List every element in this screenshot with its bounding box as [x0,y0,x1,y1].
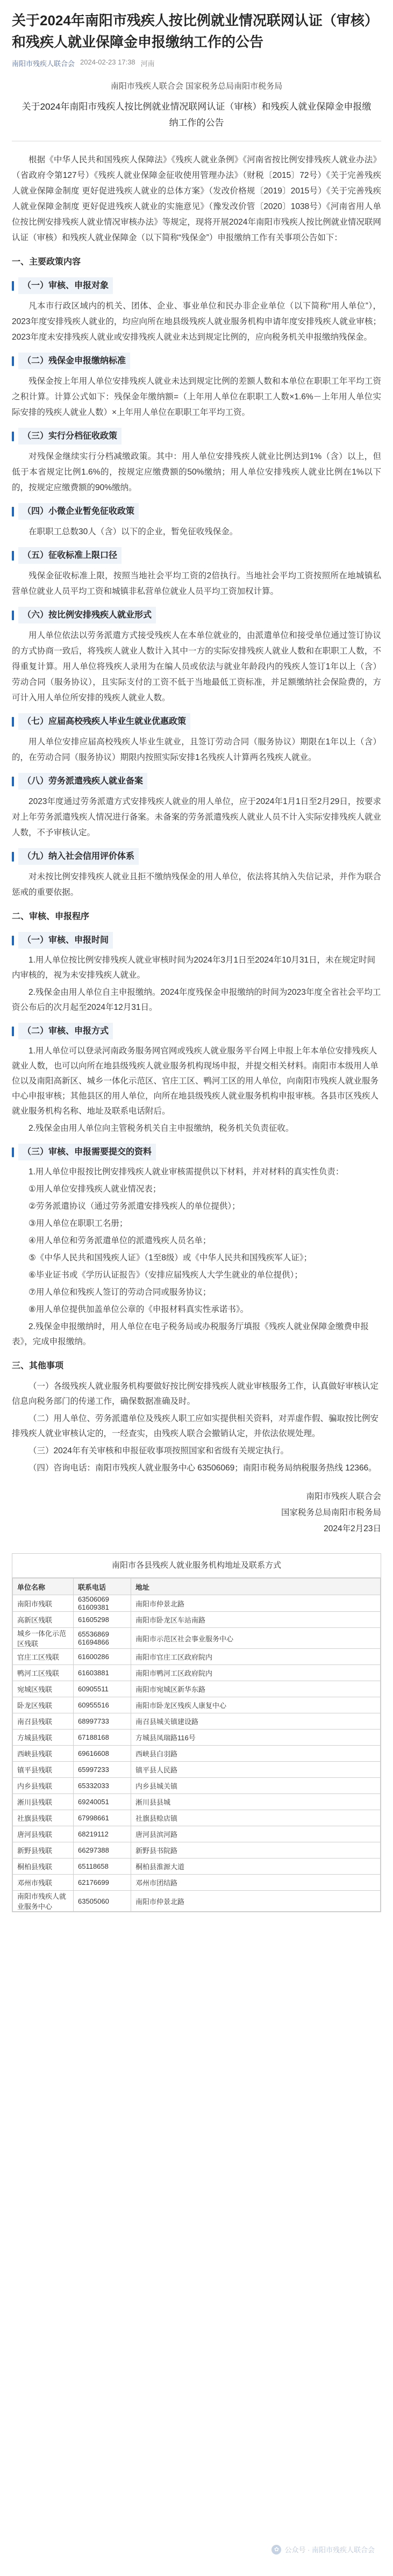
cell-address: 南阳市官庄工区政府院内 [131,1649,381,1665]
cell-address: 镇平县人民路 [131,1762,381,1778]
cell-unit: 南阳市残联 [13,1595,74,1612]
policy-subheading-label: （一）审核、申报对象 [18,277,113,294]
subheading-accent-bar [12,281,14,291]
procedure-item: ⑧用人单位提供加盖单位公章的《申报材料真实性承诺书》。 [28,1305,249,1314]
table-row [13,1628,381,1649]
cell-address: 南阳市卧龙区车站南路 [131,1612,381,1628]
cell-phone[interactable]: 65536869 61694866 [74,1628,131,1649]
cell-address: 南阳市宛城区新华东路 [131,1681,381,1697]
table-row [13,1891,381,1912]
table-row [13,1649,381,1665]
policy-subheading-label: （八）劳务派遣残疾人就业备案 [18,773,147,790]
cell-phone[interactable]: 62176699 [74,1875,131,1891]
signature-org-disabled-federation: 南阳市残疾人联合会 [306,1492,381,1501]
cell-phone[interactable]: 60955516 [74,1697,131,1713]
procedure-items [12,953,381,1015]
table-row [13,1612,381,1628]
subheading-accent-bar [12,777,14,786]
publish-date: 2024-02-23 17:38 [80,58,135,66]
cell-unit: 社旗县残联 [13,1810,74,1826]
intro-paragraph: 根据《中华人民共和国残疾人保障法》《残疾人就业条例》《河南省按比例安排残疾人就业办法》（省政府令第127号）《残疾人就业保障金征收使用管理办法》（财税〔2015〕72号）《关于完善残疾人就业保障金制度 更好促进残疾人就业的总体方案》（发改价格规〔2019〕2015号）《关于完善残疾人就业保障金制度 更好促进残疾人就业的实施意见》（豫发改价管〔2020〕1038号）《河南省用人单位按比例安排残疾人就业情况审核办法》等规定，现将开展2024年南阳市残疾人按比例就业情况联网认证（审核）和残疾人就业保障金（以下简称“残保金”）申报缴纳工作有关事项公告如下： [12,155,381,242]
cell-address: 内乡县城关镇 [131,1778,381,1794]
procedure-item: ⑥毕业证书或《学历认证报告》（安排应届残疾人大学生就业的单位提供）； [28,1271,303,1280]
cell-unit: 方城县残联 [13,1730,74,1746]
procedure-items [12,1044,381,1136]
contacts-table-body [13,1595,381,1912]
article-title: 关于2024年南阳市残疾人按比例就业情况联网认证（审核）和残疾人就业保障金申报缴纳工作的公告 [12,12,378,50]
cell-phone[interactable]: 60905511 [74,1681,131,1697]
policy-text: 在职职工总数30人（含）以下的企业，暂免征收残保金。 [28,527,238,536]
policy-subheading-label: （五）征收标准上限口径 [18,547,122,564]
notice-title: 关于2024年南阳市残疾人按比例就业情况联网认证（审核）和残疾人就业保障金申报缴纳工作的公告 [22,102,371,128]
other-items [12,1379,381,1476]
table-row [13,1697,381,1713]
policy-subheading [12,773,381,790]
watermark-text: 公众号 · 南阳市残疾人联合会 [284,2546,375,2554]
cell-unit: 唐河县残联 [13,1826,74,1842]
subheading-accent-bar [12,1027,14,1036]
cell-unit: 宛城区残联 [13,1681,74,1697]
contacts-table-caption: 南阳市各县残疾人就业服务机构地址及联系方式 [12,1554,381,1578]
contacts-table [12,1578,381,1912]
header-unit: 单位名称 [13,1578,74,1595]
cell-unit: 鸭河工区残联 [13,1665,74,1681]
procedure-item: ③用人单位在职职工名册； [28,1219,128,1228]
cell-unit: 邓州市残联 [13,1875,74,1891]
table-row [13,1859,381,1875]
section-heading-procedures: 二、审核、申报程序 [12,912,90,921]
contacts-table-block [12,1553,381,1912]
procedure-subheading [12,1144,381,1160]
cell-phone[interactable]: 66297388 [74,1842,131,1859]
contacts-header-row [13,1578,381,1595]
policy-text: 用人单位依法以劳务派遣方式接受残疾人在本单位就业的，由派遣单位和接受单位通过签订协议的方式协商一致后，将残疾人就业人数计入其中一方的实际安排残疾人就业人数和在职职工人数，不得重复计算。用人单位将残疾人录用为在编人员或依法与就业年龄段内的残疾人签订1年以上（含）劳动合同（服务协议），且实际支付的工资不低于当地最低工资标准，并足额缴纳社会保险费的，方可计入用人单位所安排的残疾人就业人数。 [12,631,381,702]
cell-address: 唐河县滨河路 [131,1826,381,1842]
header-phone: 联系电话 [74,1578,131,1595]
subheading-accent-bar [12,432,14,441]
header-address: 地址 [131,1578,381,1595]
policy-text: 凡本市行政区域内的机关、团体、企业、事业单位和民办非企业单位（以下简称“用人单位”），2023年度安排残疾人就业的，均应向所在地县级残疾人就业服务机构申请年度安排残疾人就业审核；2023年度未安排残疾人就业或安排残疾人就业未达到规定比例的，应向税务机关申报缴纳残保金。 [12,302,381,342]
section-heading-other: 三、其他事项 [12,1361,64,1370]
table-row [13,1681,381,1697]
cell-phone[interactable]: 67188168 [74,1730,131,1746]
cell-phone[interactable]: 61600286 [74,1649,131,1665]
subheading-accent-bar [12,717,14,727]
policy-subheading [12,547,381,564]
procedure-item: ⑤《中华人民共和国残疾人证》（1至8级）或《中华人民共和国残疾军人证》； [28,1253,312,1262]
table-row [13,1810,381,1826]
table-row [13,1794,381,1810]
signature-date: 2024年2月23日 [324,1524,381,1533]
table-row [13,1826,381,1842]
cell-unit: 高新区残联 [13,1612,74,1628]
policy-subheading [12,277,381,294]
cell-phone[interactable]: 65118658 [74,1859,131,1875]
procedure-item: 1.用人单位申报按比例安排残疾人就业审核需提供以下材料，并对材料的真实性负责： [28,1167,344,1176]
policy-subheading [12,353,381,369]
cell-address: 桐柏县淮源大道 [131,1859,381,1875]
procedure-subheading [12,1023,381,1039]
cell-phone[interactable]: 68219112 [74,1826,131,1842]
policy-text: 残保金按上年用人单位安排残疾人就业未达到规定比例的差额人数和本单位在职职工年平均工资之积计算。计算公式如下：残保金年缴纳额=（上年用人单位在职职工人数×1.6%－上年用人单位实际安排的残疾人就业人数）×上年用人单位在职职工年平均工资。 [12,377,381,417]
cell-phone[interactable]: 63505060 [74,1891,131,1912]
table-row [13,1842,381,1859]
section-heading-policies: 一、主要政策内容 [12,257,81,267]
article-meta [12,58,381,68]
cell-unit: 淅川县残联 [13,1794,74,1810]
cell-address: 南召县城关镇建设路 [131,1713,381,1730]
policy-subheading [12,428,381,444]
cell-unit: 内乡县残联 [13,1778,74,1794]
policy-subheading [12,848,381,865]
other-item: （二）用人单位、劳务派遣单位及残疾人职工应如实提供相关资料，对弄虚作假、骗取按比例安排残疾人就业审核认定的，一经查实，由残疾人联合会撤销认定，并依法依规处理。 [12,1414,379,1438]
procedure-item: ②劳务派遣协议（通过劳务派遣安排残疾人的单位提供）； [28,1202,240,1211]
cell-phone[interactable]: 69616608 [74,1746,131,1762]
cell-phone[interactable]: 63506069 61609381 [74,1595,131,1612]
policy-text: 对未按比例安排残疾人就业且拒不缴纳残保金的用人单位，依法将其纳入失信记录，并作为联合惩戒的重要依据。 [12,872,381,897]
subheading-accent-bar [12,507,14,516]
subheading-accent-bar [12,551,14,561]
procedure-subheading-label: （三）审核、申报需要提交的资料 [18,1144,156,1160]
table-row [13,1713,381,1730]
policy-subheading-label: （三）实行分档征收政策 [18,428,122,444]
procedure-item: 2.残保金申报缴纳时，用人单位在电子税务局或办税服务厅填报《残疾人就业保障金缴费申报表》，完成申报缴纳。 [12,1322,369,1346]
procedure-subheading [12,932,381,949]
cell-address: 新野县书院路 [131,1842,381,1859]
cell-address: 南阳市示范区社会事业服务中心 [131,1628,381,1649]
cell-unit: 桐柏县残联 [13,1859,74,1875]
policy-subheading-label: （六）按比例安排残疾人就业形式 [18,607,156,623]
cell-address: 西峡县白羽路 [131,1746,381,1762]
cell-phone[interactable]: 61603881 [74,1665,131,1681]
cell-unit: 卧龙区残联 [13,1697,74,1713]
subheading-accent-bar [12,356,14,366]
policy-text: 2023年度通过劳务派遣方式安排残疾人就业的用人单位，应于2024年1月1日至2月29日，按要求对上年劳务派遣残疾人情况进行备案。未备案的劳务派遣残疾人就业人员不计入实际安排残疾人就业人数，不予审核认定。 [12,797,381,837]
subheading-accent-bar [12,936,14,945]
wechat-icon: ✿ [271,2545,281,2555]
policy-subheading-label: （二）残保金申报缴纳标准 [18,353,130,369]
procedure-item: ⑦用人单位和残疾人签订的劳动合同或服务协议； [28,1288,211,1297]
procedure-item: 1.用人单位可以登录河南政务服务网官网或残疾人就业服务平台网上申报上年本单位安排残疾人就业人数，也可以向所在地县级残疾人就业服务机构现场申报，并提交相关材料。南阳市本级用人单位以及南阳高新区、城乡一体化示范区、官庄工区、鸭河工区的用人单位，向南阳市残疾人就业服务中心申报审核；其他县区的用人单位，向所在地县级残疾人就业服务机构申报审核。各县市区残疾人就业服务机构名称、地址及联系电话附后。 [12,1046,379,1116]
table-row [13,1665,381,1681]
cell-unit: 南阳市残疾人就业服务中心 [13,1891,74,1912]
procedure-subheading-label: （一）审核、申报时间 [18,932,113,949]
cell-address: 邓州市团结路 [131,1875,381,1891]
cell-phone[interactable]: 69240051 [74,1794,131,1810]
policy-subheading-label: （九）纳入社会信用评价体系 [18,848,139,865]
procedure-item: 1.用人单位按比例安排残疾人就业审核时间为2024年3月1日至2024年10月31日，未在规定时间内审核的，视为未安排残疾人就业。 [12,956,376,980]
other-list [12,1379,381,1476]
article-wrapper [0,10,393,1912]
policy-subheading-label: （四）小微企业暂免征收政策 [18,503,139,520]
cell-unit: 官庄工区残联 [13,1649,74,1665]
policy-subheading [12,713,381,730]
account-watermark [271,2544,375,2555]
subheading-accent-bar [12,1147,14,1157]
procedure-list [12,932,381,1350]
table-row [13,1730,381,1746]
cell-address: 南阳市卧龙区残疾人康复中心 [131,1697,381,1713]
cell-unit: 城乡一体化示范区残联 [13,1628,74,1649]
procedure-item: 2.残保金由用人单位向主管税务机关自主申报缴纳，税务机关负责征收。 [28,1124,294,1133]
subheading-accent-bar [12,611,14,620]
account-name-link[interactable]: 南阳市残疾人联合会 [12,60,75,68]
cell-unit: 西峡县残联 [13,1746,74,1762]
policy-list [12,277,381,900]
procedure-subheading-label: （二）审核、申报方式 [18,1023,113,1039]
other-item: （四）咨询电话：南阳市残疾人就业服务中心 63506069；南阳市税务局纳税服务热线 12366。 [28,1463,377,1473]
cell-address: 南阳市鸭河工区政府院内 [131,1665,381,1681]
notice-body [12,152,381,1537]
subheading-accent-bar [12,852,14,862]
table-row [13,1746,381,1762]
table-row [13,1778,381,1794]
policy-text: 对残保金继续实行分档减缴政策。其中：用人单位安排残疾人就业比例达到1%（含）以上，但低于本省规定比例1.6%的，按规定应缴费额的50%缴纳；用人单位安排残疾人就业比例在1%以下的，按规定应缴费额的90%缴纳。 [12,452,381,492]
cell-unit: 南召县残联 [13,1713,74,1730]
notice-publisher: 南阳市残疾人联合会 国家税务总局南阳市税务局 [110,82,283,91]
policy-subheading [12,503,381,520]
procedure-item: ①用人单位安排残疾人就业情况表； [28,1185,161,1194]
cell-address: 南阳市仲景北路 [131,1891,381,1912]
cell-unit: 镇平县残联 [13,1762,74,1778]
cell-phone[interactable]: 68997733 [74,1713,131,1730]
notice-banner [12,80,381,131]
cell-phone[interactable]: 61605298 [74,1612,131,1628]
other-item: （一）各级残疾人就业服务机构要做好按比例安排残疾人就业审核服务工作，认真做好审核认定信息向税务部门的传递工作，确保数据准确及时。 [12,1382,379,1406]
signature-block [12,1489,381,1537]
other-item: （三）2024年有关审核和申报征收事项按照国家和省级有关规定执行。 [28,1446,289,1455]
signature-org-tax-bureau: 国家税务总局南阳市税务局 [281,1508,381,1517]
cell-address: 南阳市仲景北路 [131,1595,381,1612]
policy-text: 残保金征收标准上限，按照当地社会平均工资的2倍执行。当地社会平均工资按照所在地城镇私营单位就业人员平均工资和城镇非私营单位就业人员平均工资加权计算。 [12,571,381,596]
table-row [13,1875,381,1891]
policy-subheading [12,607,381,623]
cell-address: 淅川县县城 [131,1794,381,1810]
cell-unit: 新野县残联 [13,1842,74,1859]
cell-phone[interactable]: 65997233 [74,1762,131,1778]
publish-location: 河南 [140,60,155,68]
procedure-item: ④用人单位和劳务派遣单位的派遣残疾人员名单； [28,1236,211,1245]
cell-address: 社旗县赊店镇 [131,1810,381,1826]
table-row [13,1595,381,1612]
policy-subheading-label: （七）应届高校残疾人毕业生就业优惠政策 [18,713,190,730]
cell-phone[interactable]: 65332033 [74,1778,131,1794]
procedure-item: 2.残保金由用人单位自主申报缴纳。2024年度残保金申报缴纳的时间为2023年度全省社会平均工资公布后的次月起至2024年12月31日。 [12,988,381,1012]
policy-text: 用人单位安排应届高校残疾人毕业生就业，且签订劳动合同（服务协议）期限在1年以上（含）的，在劳动合同（服务协议）期限内按照实际安排1名残疾人计算两名残疾人就业。 [12,737,381,762]
cell-address: 方城县凤瑞路116号 [131,1730,381,1746]
procedure-items [12,1165,381,1350]
cell-phone[interactable]: 67998661 [74,1810,131,1826]
table-row [13,1762,381,1778]
